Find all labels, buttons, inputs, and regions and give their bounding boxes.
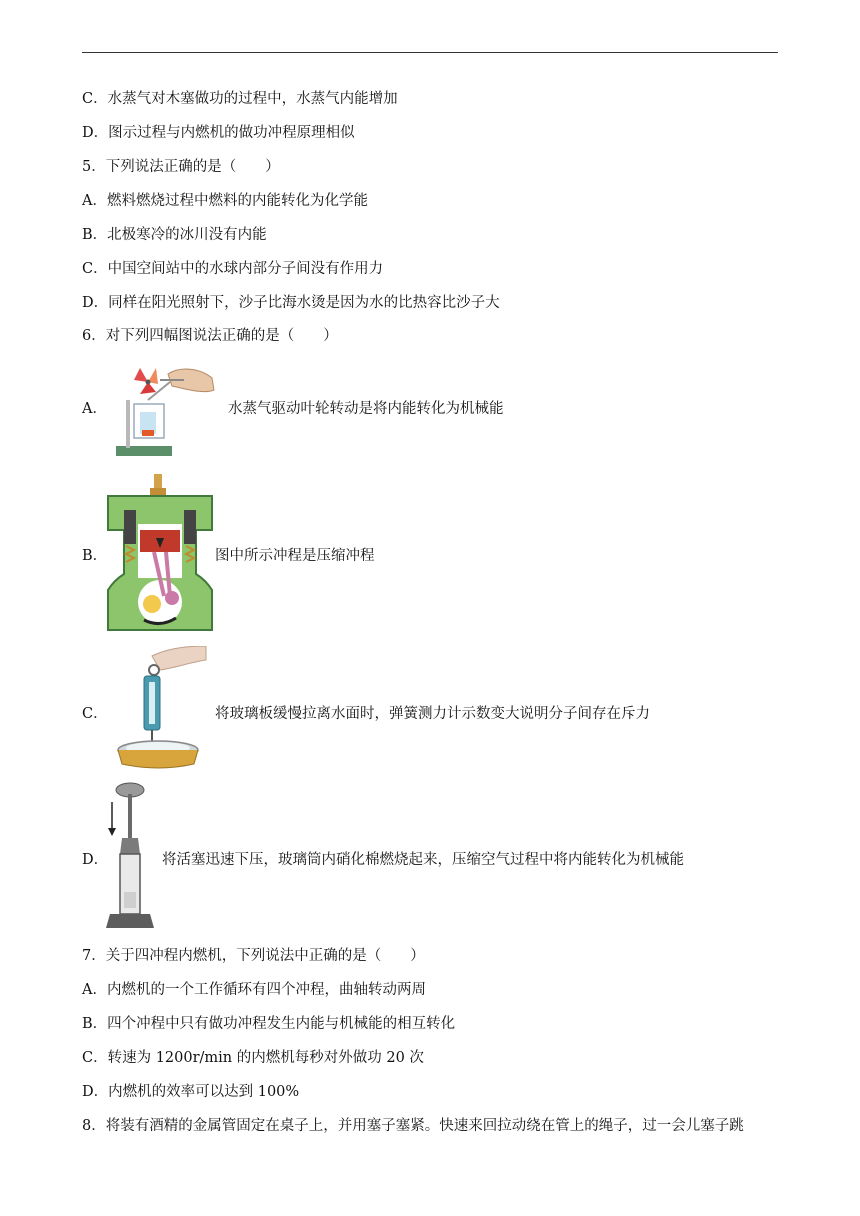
engine-stroke-figure: [104, 470, 216, 638]
q7-option-b: B．四个冲程中只有做功冲程发生内能与机械能的相互转化: [82, 1016, 456, 1032]
question-5: 5．下列说法正确的是（ ）: [82, 159, 280, 175]
q6-option-d-caption: 将活塞迅速下压，玻璃筒内硝化棉燃烧起来，压缩空气过程中将内能转化为机械能: [162, 852, 684, 868]
q6-option-c-caption: 将玻璃板缓慢拉离水面时，弹簧测力计示数变大说明分子间存在斥力: [215, 706, 650, 722]
q6-option-d-label: D．: [82, 852, 109, 868]
q6-option-b-label: B．: [82, 548, 108, 564]
compression-tube-figure: [104, 780, 158, 934]
header-rule: [82, 52, 778, 53]
question-6: 6．对下列四幅图说法正确的是（ ）: [82, 328, 338, 344]
q5-option-c: C．中国空间站中的水球内部分子间没有作用力: [82, 261, 384, 277]
q6-option-a-label: A．: [82, 401, 107, 417]
q6-option-b-caption: 图中所示冲程是压缩冲程: [215, 548, 375, 564]
steam-turbine-figure: [110, 360, 220, 460]
q7-option-d: D．内燃机的效率可以达到 100%: [82, 1084, 300, 1100]
question-7: 7．关于四冲程内燃机，下列说法中正确的是（ ）: [82, 948, 425, 964]
spring-scale-figure: [112, 646, 208, 770]
q5-option-a: A．燃料燃烧过程中燃料的内能转化为化学能: [82, 193, 368, 209]
q7-option-a: A．内燃机的一个工作循环有四个冲程，曲轴转动两周: [82, 982, 426, 998]
question-8: 8．将装有酒精的金属管固定在桌子上，并用塞子塞紧。快速来回拉动绕在管上的绳子，过一会儿塞子跳: [82, 1118, 744, 1134]
q4-option-d: D．图示过程与内燃机的做功冲程原理相似: [82, 125, 355, 141]
q5-option-b: B．北极寒冷的冰川没有内能: [82, 227, 267, 243]
q6-option-c-label: C．: [82, 706, 108, 722]
q6-option-a-caption: 水蒸气驱动叶轮转动是将内能转化为机械能: [228, 401, 504, 417]
q4-option-c: C．水蒸气对木塞做功的过程中，水蒸气内能增加: [82, 91, 398, 107]
q7-option-c: C．转速为 1200r/min 的内燃机每秒对外做功 20 次: [82, 1050, 424, 1066]
q5-option-d: D．同样在阳光照射下，沙子比海水烫是因为水的比热容比沙子大: [82, 295, 500, 311]
